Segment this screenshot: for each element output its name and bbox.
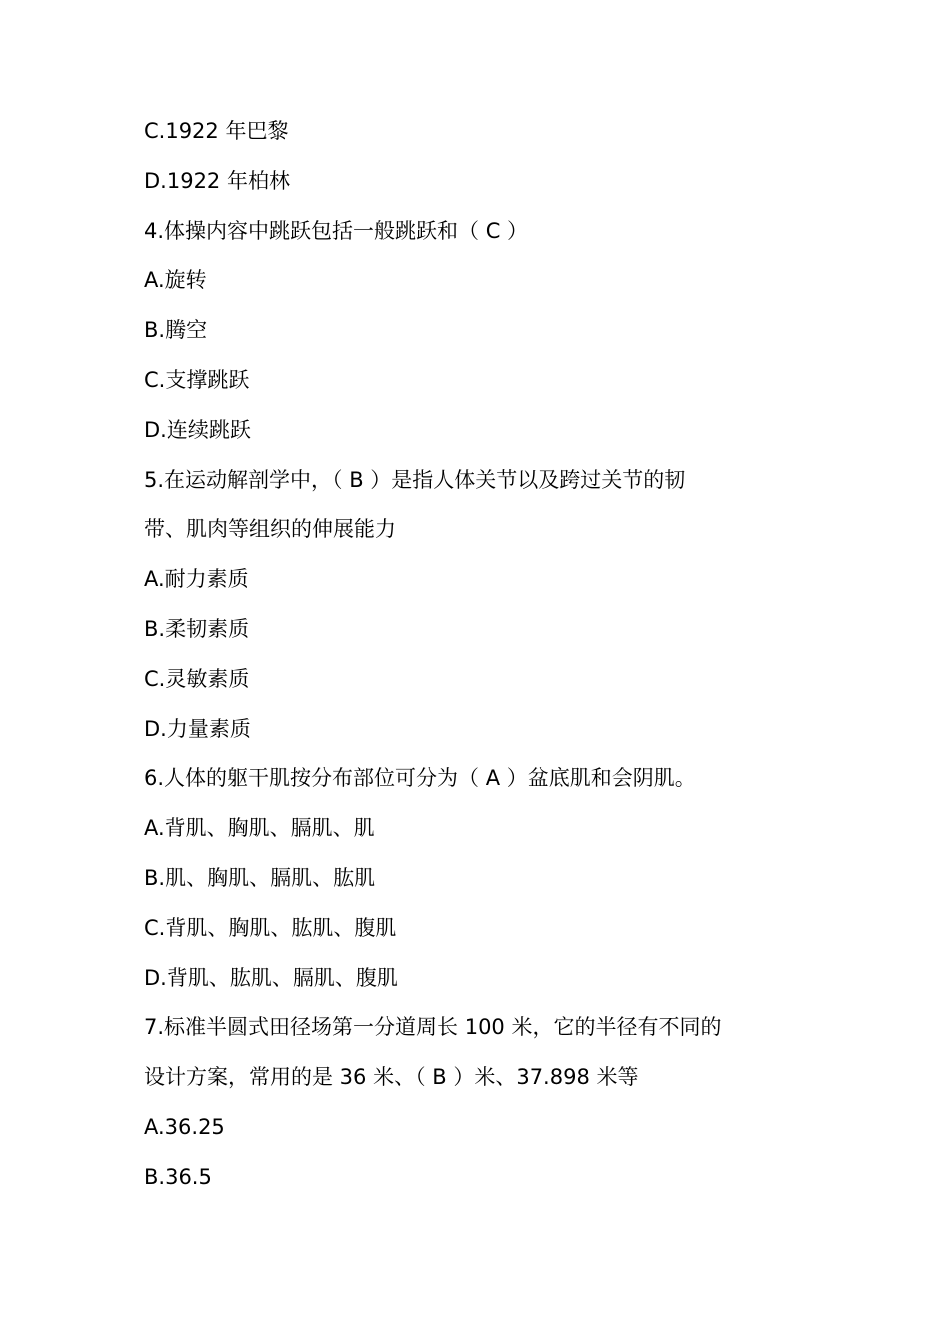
option-line: D.力量素质 xyxy=(144,716,251,741)
question-line: 7.标准半圆式田径场第一分道周长 100 米，它的半径有不同的 xyxy=(144,1015,722,1040)
question-line-continued: 设计方案，常用的是 36 米、（ B ）米、37.898 米等 xyxy=(144,1065,639,1090)
option-line: D.1922 年柏林 xyxy=(144,168,290,193)
question-line-continued: 带、肌肉等组织的伸展能力 xyxy=(144,517,396,542)
option-line: A.旋转 xyxy=(144,268,207,293)
option-line: A.36.25 xyxy=(144,1114,225,1139)
option-line: B.36.5 xyxy=(144,1164,212,1189)
document-body xyxy=(144,107,814,1203)
option-line: C.1922 年巴黎 xyxy=(144,119,289,143)
option-line: B.肌、胸肌、膈肌、肱肌 xyxy=(144,865,376,890)
option-line: B.柔韧素质 xyxy=(144,616,250,641)
option-line: C.背肌、胸肌、肱肌、腹肌 xyxy=(144,915,397,940)
option-line: D.连续跳跃 xyxy=(144,417,251,442)
option-line: A.背肌、胸肌、膈肌、肌 xyxy=(144,816,375,841)
question-line: 6.人体的躯干肌按分布部位可分为（ A ）盆底肌和会阴肌。 xyxy=(144,766,696,791)
question-line: 5.在运动解剖学中，（ B ）是指人体关节以及跨过关节的韧 xyxy=(144,467,686,492)
option-line: A.耐力素质 xyxy=(144,567,249,592)
option-line: C.支撑跳跃 xyxy=(144,367,250,392)
option-line: D.背肌、肱肌、膈肌、腹肌 xyxy=(144,965,398,990)
question-line: 4.体操内容中跳跃包括一般跳跃和（ C ） xyxy=(144,218,529,243)
option-line: C.灵敏素质 xyxy=(144,666,250,691)
option-line: B.腾空 xyxy=(144,318,208,343)
